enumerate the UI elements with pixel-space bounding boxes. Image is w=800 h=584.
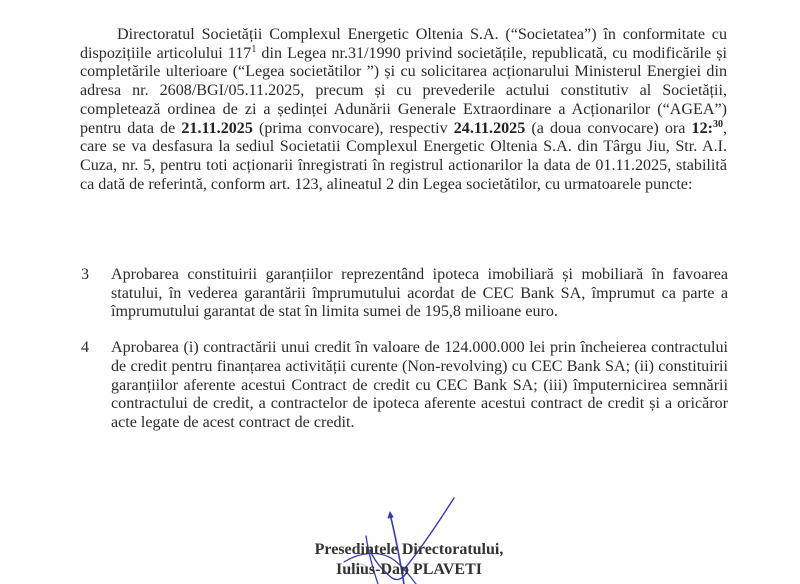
agenda-item: [78, 266, 728, 322]
agenda-item-number: 3: [81, 266, 90, 283]
intro-paragraph: [80, 26, 727, 194]
signatory-title: Presedintele Directoratului,: [314, 541, 504, 558]
second-convocation-date: 24.11.2025: [453, 119, 526, 137]
intro-text-part4: (a doua convocare) ora: [525, 119, 692, 137]
intro-text-part3: (prima convocare), respectiv: [252, 119, 454, 137]
agenda-item: [78, 339, 728, 433]
agenda-item-text: Aprobarea constituirii garanțiilor reprezentând ipoteca imobiliară și mobiliară în favoarea statului, în vederea garantării împrumutului acordat de CEC Bank SA, împrumut ca parte a împrumutului garantat de stat în limita sumei de 195,8 milioane euro.: [111, 266, 728, 321]
signatory-name: Iulius-Dan PLAVETI: [336, 561, 482, 578]
agenda-item-text: Aprobarea (i) contractării unui credit în valoare de 124.000.000 lei prin încheierea contractului de credit pentru finanțarea activității curente (Non-revolving) cu CEC Bank SA; (ii) constituirii garanțiilor aferente acestui Contract de credit cu CEC Bank SA; (iii) împuternicirea semnării contractului de credit, a contractelor de ipoteca aferente acestui contract de credit și a oricăror acte legate de acest contract de credit.: [111, 339, 728, 431]
intro-text-part2: din Legea nr.31/1990 privind societățile, republicată, cu modificările și completările ulterioare (“Legea societătilor ”) și cu solicitarea acționarului Ministerul Energiei din adresa nr. 2608/BGI/05.11.2025, precum și cu prevederile actului constitutiv al Societății, completează ordinea de zi a ședinței Adunării Generale Extraordinare a Acționarilor (“AGEA”) pentru data de: [80, 44, 727, 137]
meeting-hour-value: 12:: [691, 119, 713, 137]
article-superscript: 1: [251, 43, 257, 55]
intro-text-part5: , care se va desfasura la sediul Societatii Complexul Energetic Oltenia S.A. din Târgu Jiu, Str. A.I. Cuza, nr. 5, pentru toti acționarii înregistrati în registrul actionarilor la data de 01.11.2025, stabilită ca dată de referintă, conform art. 123, alineatul 2 din Legea societătilor, cu urmatoarele puncte:: [80, 119, 727, 193]
meeting-hour: [692, 120, 723, 137]
first-convocation-date: 21.11.2025: [181, 119, 253, 137]
meeting-minutes: 30: [712, 118, 723, 130]
agenda-list: [78, 266, 728, 450]
intro-text-part1: Directoratul Societății Complexul Energetic Oltenia S.A. (“Societatea”) în conformitate cu dispozițiile articolului 117: [80, 26, 727, 62]
agenda-item-number: 4: [81, 339, 90, 357]
signature-block: [0, 540, 800, 580]
